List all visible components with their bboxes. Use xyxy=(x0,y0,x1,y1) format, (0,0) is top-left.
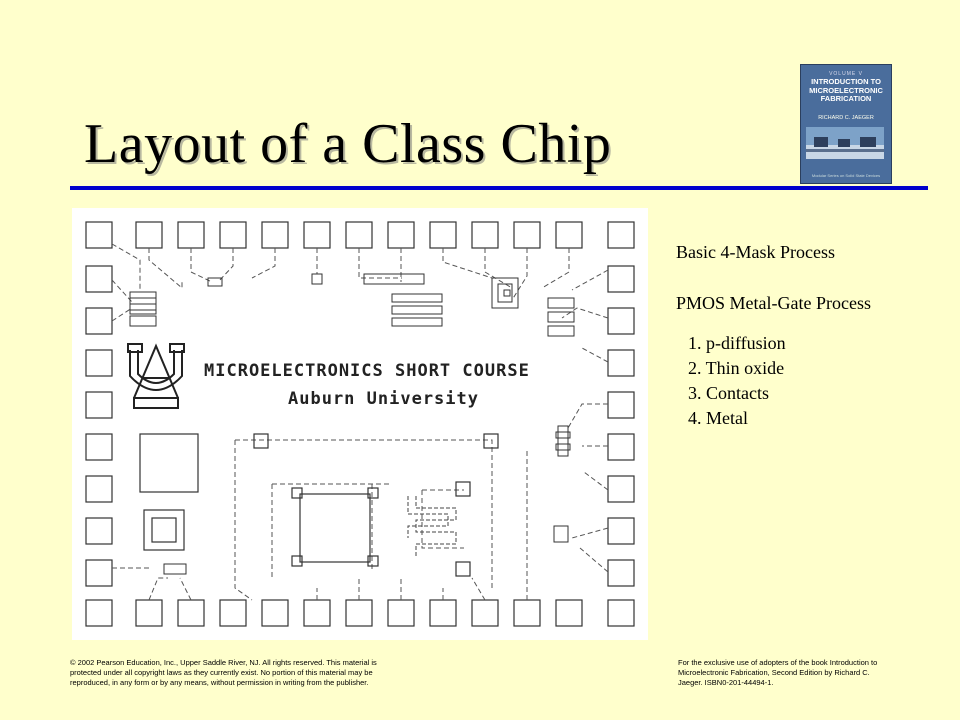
chip-label-university: Auburn University xyxy=(288,389,479,409)
copyright-notice: © 2002 Pearson Education, Inc., Upper Saddle River, NJ. All rights reserved. This material is protected under all copyright laws as they currently exist. No portion of this material may be reproduced, in any form or by any means, without permission in writing from the publisher. xyxy=(70,658,377,687)
title-underline xyxy=(70,186,928,190)
process-steps-list xyxy=(676,331,946,431)
book-volume: VOLUME V xyxy=(829,71,863,77)
book-title: INTRODUCTION TO MICROELECTRONIC FABRICATION xyxy=(809,77,883,103)
chip-label-course: MICROELECTRONICS SHORT COURSE xyxy=(204,361,530,381)
process-description xyxy=(676,240,946,431)
process-step: 1. p-diffusion xyxy=(688,333,786,353)
adopter-notice: For the exclusive use of adopters of the book Introduction to Microelectronic Fabrication, Second Edition by Richard C. Jaeger. ISBN0-201-44494-1. xyxy=(678,658,878,687)
book-cover-art xyxy=(806,127,884,159)
process-heading-pmos: PMOS Metal-Gate Process xyxy=(676,293,871,313)
process-step: 2. Thin oxide xyxy=(688,358,785,378)
process-heading-basic: Basic 4-Mask Process xyxy=(676,242,835,262)
book-series: Modular Series on Solid State Devices xyxy=(811,173,881,178)
book-author: RICHARD C. JAEGER xyxy=(818,115,874,121)
chip-layout-image xyxy=(72,208,648,640)
book-cover-image xyxy=(800,64,892,184)
process-step: 3. Contacts xyxy=(688,383,769,403)
slide-title: Layout of a Class Chip xyxy=(84,113,612,175)
chip-layout-drawing xyxy=(72,208,648,640)
process-step: 4. Metal xyxy=(688,408,748,428)
